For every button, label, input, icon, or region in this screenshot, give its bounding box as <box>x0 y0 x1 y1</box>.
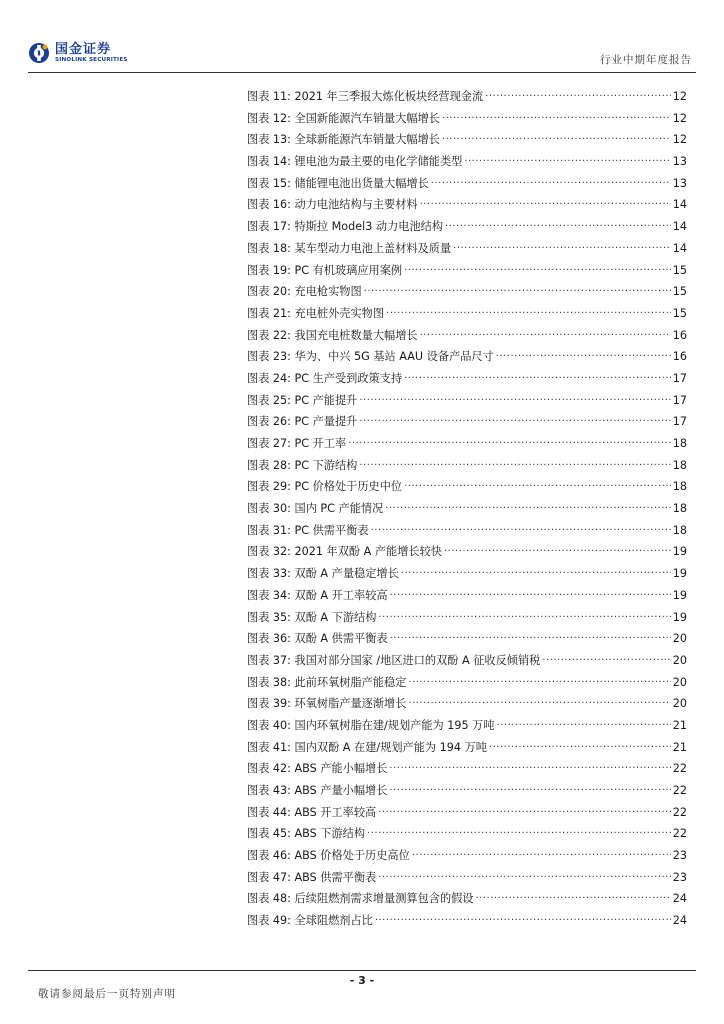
figure-label: 图表 44: <box>247 805 291 819</box>
figure-label: 图表 28: <box>247 458 291 472</box>
dot-leader <box>445 218 671 230</box>
figure-title: PC 开工率 <box>294 437 347 450</box>
figure-title: PC 产量提升 <box>294 415 358 429</box>
toc-entry[interactable] <box>247 283 687 305</box>
toc-entry[interactable] <box>247 587 687 609</box>
page-ref: 12 <box>672 111 687 125</box>
page-ref: 19 <box>672 588 687 602</box>
dot-leader <box>404 262 671 274</box>
page-ref: 18 <box>672 523 687 537</box>
figure-label: 图表 48: <box>247 892 291 906</box>
dot-leader <box>390 630 671 642</box>
figure-title: 充电枪实物图 <box>294 285 362 299</box>
figure-title: 全球新能源汽车销量大幅增长 <box>294 133 440 147</box>
toc-entry[interactable] <box>247 674 687 696</box>
page-ref: 24 <box>672 914 687 928</box>
figure-label: 图表 22: <box>247 328 291 342</box>
dot-leader <box>378 804 671 816</box>
figure-title: PC 供需平衡表 <box>294 523 369 537</box>
dot-leader <box>444 543 671 555</box>
figure-label: 图表 30: <box>247 502 291 516</box>
toc-entry[interactable] <box>247 240 687 262</box>
figure-label: 图表 43: <box>247 784 291 797</box>
figure-label: 图表 33: <box>247 567 291 581</box>
figure-title: 国内双酚 A 在建/规划产能为 194 万吨 <box>294 740 487 754</box>
figure-label: 图表 32: <box>247 545 291 559</box>
figure-title: PC 价格处于历史中位 <box>294 480 403 494</box>
figure-title: 我国对部分国家 /地区进口的双酚 A 征收反倾销税 <box>294 653 541 667</box>
page-header <box>28 38 696 70</box>
figure-label: 图表 46: <box>247 849 291 863</box>
page-number: - 3 - <box>349 974 375 987</box>
dot-leader <box>378 869 671 881</box>
page-ref: 14 <box>672 241 687 255</box>
figure-title: ABS 产量小幅增长 <box>294 784 388 797</box>
toc-entry[interactable] <box>247 305 687 327</box>
figure-label: 图表 14: <box>247 155 291 169</box>
page-ref: 18 <box>672 437 687 450</box>
table-of-figures <box>247 88 687 934</box>
toc-entry[interactable] <box>247 760 687 782</box>
toc-entry[interactable] <box>247 153 687 175</box>
page-ref: 20 <box>672 653 687 667</box>
dot-leader <box>442 110 671 122</box>
figure-label: 图表 31: <box>247 523 291 537</box>
page-ref: 12 <box>672 90 687 103</box>
toc-entry[interactable] <box>247 609 687 631</box>
toc-entry[interactable] <box>247 565 687 587</box>
toc-entry[interactable] <box>247 652 687 674</box>
toc-entry[interactable] <box>247 218 687 240</box>
figure-label: 图表 17: <box>247 220 291 234</box>
toc-entry[interactable] <box>247 695 687 717</box>
figure-title: 我国充电桩数量大幅增长 <box>294 328 418 342</box>
dot-leader <box>389 782 670 794</box>
page-ref: 22 <box>672 827 687 841</box>
dot-leader <box>404 478 671 490</box>
figure-label: 图表 19: <box>247 263 291 277</box>
page-ref: 16 <box>672 328 687 342</box>
figure-title: 某车型动力电池上盖材料及质量 <box>294 241 452 255</box>
figure-title: 2021 年双酚 A 产能增长较快 <box>294 545 442 559</box>
figure-label: 图表 36: <box>247 632 291 646</box>
figure-label: 图表 16: <box>247 198 291 212</box>
header-divider <box>28 72 696 73</box>
figure-label: 图表 23: <box>247 350 291 364</box>
figure-label: 图表 13: <box>247 133 291 147</box>
page-ref: 20 <box>672 697 687 711</box>
figure-title: PC 生产受到政策支持 <box>294 371 403 385</box>
page-ref: 21 <box>672 718 687 732</box>
page-ref: 15 <box>672 263 687 277</box>
figure-title: 双酚 A 下游结构 <box>294 610 377 624</box>
toc-entry[interactable] <box>247 392 687 414</box>
dot-leader <box>496 348 671 360</box>
figure-title: PC 有机玻璃应用案例 <box>294 263 403 277</box>
dot-leader <box>348 435 671 447</box>
figure-title: ABS 下游结构 <box>294 827 366 841</box>
figure-label: 图表 26: <box>247 415 291 429</box>
figure-label: 图表 40: <box>247 718 291 732</box>
toc-entry[interactable] <box>247 912 687 934</box>
page-ref: 22 <box>672 784 687 797</box>
page-ref: 17 <box>672 371 687 385</box>
figure-label: 图表 35: <box>247 610 291 624</box>
dot-leader <box>408 695 670 707</box>
figure-title: ABS 价格处于历史高位 <box>294 849 410 863</box>
figure-title: 动力电池结构与主要材料 <box>294 198 418 212</box>
dot-leader <box>489 739 671 751</box>
toc-entry[interactable] <box>247 739 687 761</box>
figure-title: 此前环氧树脂产能稳定 <box>294 675 407 689</box>
toc-entry[interactable] <box>247 500 687 522</box>
page-ref: 14 <box>672 220 687 234</box>
toc-entry[interactable] <box>247 890 687 912</box>
dot-leader <box>386 305 671 317</box>
page-ref: 22 <box>672 762 687 776</box>
logo-english-name: SINOLINK SECURITIES <box>55 56 128 63</box>
page-ref: 12 <box>672 133 687 147</box>
page-ref: 22 <box>672 805 687 819</box>
figure-title: 特斯拉 Model3 动力电池结构 <box>294 220 444 234</box>
figure-title: 充电桩外壳实物图 <box>294 306 385 320</box>
toc-entry[interactable] <box>247 543 687 565</box>
report-type: 行业中期年度报告 <box>600 54 692 66</box>
figure-title: 2021 年三季报大炼化板块经营现金流 <box>294 90 484 103</box>
dot-leader <box>485 88 671 100</box>
figure-title: 国内环氧树脂在建/规划产能为 195 万吨 <box>294 718 495 732</box>
page-ref: 24 <box>672 892 687 906</box>
company-logo <box>28 38 128 68</box>
toc-entry[interactable] <box>247 825 687 847</box>
dot-leader <box>542 652 670 664</box>
figure-label: 图表 39: <box>247 697 291 711</box>
figure-label: 图表 15: <box>247 176 291 190</box>
dot-leader <box>420 196 671 208</box>
page-ref: 13 <box>672 176 687 190</box>
dot-leader <box>375 912 671 924</box>
figure-title: 双酚 A 开工率较高 <box>294 588 388 602</box>
dot-leader <box>378 609 670 621</box>
dot-leader <box>371 522 671 534</box>
figure-title: 全国新能源汽车销量大幅增长 <box>294 111 440 125</box>
dot-leader <box>367 825 671 837</box>
page-ref: 23 <box>672 849 687 863</box>
page-ref: 16 <box>672 350 687 364</box>
dot-leader <box>364 283 671 295</box>
toc-entry[interactable] <box>247 370 687 392</box>
figure-label: 图表 21: <box>247 306 291 320</box>
dot-leader <box>431 175 671 187</box>
dot-leader <box>442 131 671 143</box>
page-ref: 23 <box>672 870 687 884</box>
dot-leader <box>412 847 671 859</box>
toc-entry[interactable] <box>247 131 687 153</box>
toc-entry[interactable] <box>247 175 687 197</box>
figure-title: 储能锂电池出货量大幅增长 <box>294 176 429 190</box>
toc-entry[interactable] <box>247 196 687 218</box>
figure-label: 图表 42: <box>247 762 291 776</box>
toc-entry[interactable] <box>247 262 687 284</box>
figure-label: 图表 29: <box>247 480 291 494</box>
figure-label: 图表 38: <box>247 675 291 689</box>
page-ref: 19 <box>672 545 687 559</box>
disclaimer-note: 敬请参阅最后一页特别声明 <box>38 988 176 1000</box>
dot-leader <box>420 327 671 339</box>
figure-label: 图表 47: <box>247 870 291 884</box>
figure-title: PC 下游结构 <box>294 458 358 472</box>
dot-leader <box>389 760 670 772</box>
dot-leader <box>453 240 671 252</box>
toc-entry[interactable] <box>247 348 687 370</box>
toc-entry[interactable] <box>247 435 687 457</box>
toc-entry[interactable] <box>247 847 687 869</box>
figure-label: 图表 12: <box>247 111 291 125</box>
page-ref: 13 <box>672 155 687 169</box>
figure-label: 图表 25: <box>247 393 291 407</box>
dot-leader <box>464 153 670 165</box>
figure-label: 图表 24: <box>247 371 291 385</box>
figure-label: 图表 41: <box>247 740 291 754</box>
dot-leader <box>385 500 670 512</box>
dot-leader <box>359 413 670 425</box>
page-ref: 15 <box>672 285 687 299</box>
dot-leader <box>359 392 670 404</box>
dot-leader <box>404 370 671 382</box>
toc-entry[interactable] <box>247 478 687 500</box>
dot-leader <box>408 674 670 686</box>
page-ref: 20 <box>672 675 687 689</box>
dot-leader <box>497 717 671 729</box>
dot-leader <box>476 890 671 902</box>
toc-entry[interactable] <box>247 804 687 826</box>
figure-label: 图表 45: <box>247 827 291 841</box>
page-ref: 18 <box>672 480 687 494</box>
figure-label: 图表 37: <box>247 653 291 667</box>
figure-title: ABS 产能小幅增长 <box>294 762 388 776</box>
dot-leader <box>359 457 670 469</box>
dot-leader <box>390 587 671 599</box>
figure-title: 环氧树脂产量逐渐增长 <box>294 697 407 711</box>
page-ref: 17 <box>672 393 687 407</box>
figure-label: 图表 27: <box>247 437 291 450</box>
page-ref: 18 <box>672 458 687 472</box>
figure-title: 全球阻燃剂占比 <box>294 914 373 928</box>
page-ref: 20 <box>672 632 687 646</box>
toc-entry[interactable] <box>247 457 687 479</box>
page-ref: 14 <box>672 198 687 212</box>
toc-entry[interactable] <box>247 717 687 739</box>
dot-leader <box>401 565 671 577</box>
figure-label: 图表 34: <box>247 588 291 602</box>
toc-entry[interactable] <box>247 630 687 652</box>
page-ref: 18 <box>672 502 687 516</box>
figure-title: 后续阻燃剂需求增量测算包含的假设 <box>294 892 474 906</box>
toc-entry[interactable] <box>247 110 687 132</box>
page-ref: 15 <box>672 306 687 320</box>
figure-title: 华为、中兴 5G 基站 AAU 设备产品尺寸 <box>294 350 494 364</box>
toc-entry[interactable] <box>247 782 687 804</box>
figure-title: ABS 供需平衡表 <box>294 870 377 884</box>
figure-title: ABS 开工率较高 <box>294 805 377 819</box>
figure-title: 双酚 A 产量稳定增长 <box>294 567 399 581</box>
figure-title: 国内 PC 产能情况 <box>294 502 384 516</box>
page-ref: 17 <box>672 415 687 429</box>
toc-entry[interactable] <box>247 869 687 891</box>
logo-chinese-name: 国金证券 <box>55 41 112 57</box>
footer-divider <box>28 970 696 971</box>
figure-title: 锂电池为最主要的电化学储能类型 <box>294 155 463 169</box>
toc-entry[interactable] <box>247 88 687 110</box>
toc-entry[interactable] <box>247 522 687 544</box>
page-ref: 21 <box>672 740 687 754</box>
figure-label: 图表 18: <box>247 241 291 255</box>
page-ref: 19 <box>672 567 687 581</box>
figure-title: PC 产能提升 <box>294 393 358 407</box>
page-ref: 19 <box>672 610 687 624</box>
figure-title: 双酚 A 供需平衡表 <box>294 632 388 646</box>
toc-entry[interactable] <box>247 413 687 435</box>
figure-label: 图表 20: <box>247 285 291 299</box>
figure-label: 图表 11: <box>247 90 291 103</box>
figure-label: 图表 49: <box>247 914 291 928</box>
sinolink-logo-icon <box>28 42 50 64</box>
toc-entry[interactable] <box>247 327 687 349</box>
